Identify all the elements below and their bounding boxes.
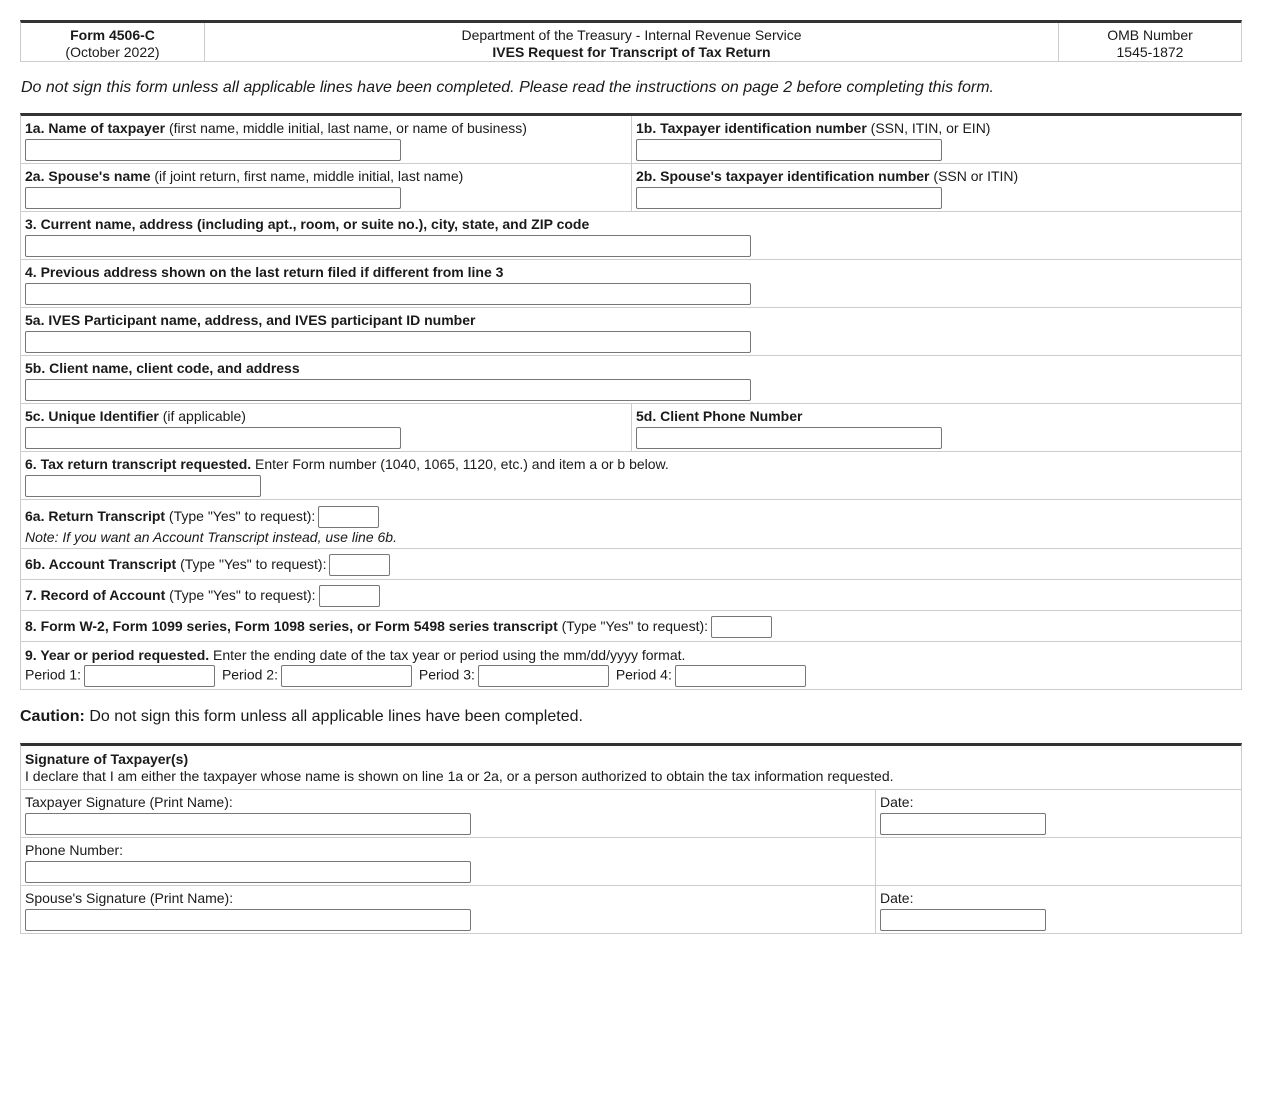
request-form <box>20 113 1242 690</box>
info-returns-transcript-input[interactable] <box>711 616 772 638</box>
spouse-signature-input[interactable] <box>25 909 471 931</box>
line-7-label-rest: (Type "Yes" to request): <box>165 587 316 603</box>
form-title-cell <box>205 23 1059 61</box>
line-6b <box>21 549 1241 579</box>
line-8-label <box>25 614 1237 638</box>
line-3 <box>21 212 1241 259</box>
period-3-input[interactable] <box>478 665 609 687</box>
row-5b <box>21 356 1241 404</box>
form-id-cell <box>21 23 205 61</box>
phone-label: Phone Number: <box>25 842 124 858</box>
spouse-name-input[interactable] <box>25 187 401 209</box>
line-8-label-rest: (Type "Yes" to request): <box>557 618 709 634</box>
line-1a-label-bold: 1a. Name of taxpayer <box>25 120 166 136</box>
line-6a-label <box>25 504 1237 528</box>
signature-header-row <box>21 746 1241 790</box>
signature-declaration: I declare that I am either the taxpayer whose name is shown on line 1a or 2a, or a person authorized to obtain the tax information requested. <box>25 768 894 784</box>
row-2 <box>21 164 1241 212</box>
line-5a <box>21 308 1241 355</box>
return-transcript-input[interactable] <box>318 506 379 528</box>
spouse-signature-cell <box>21 886 876 933</box>
line-1a-label-rest: (first name, middle initial, last name, or name of business) <box>165 120 527 136</box>
periods-row <box>25 665 1237 687</box>
spouse-date-input[interactable] <box>880 909 1046 931</box>
phone-empty-cell <box>876 838 1241 885</box>
line-8-label-bold: 8. Form W-2, Form 1099 series, Form 1098 series, or Form 5498 series transcript <box>25 618 558 634</box>
line-3-label: 3. Current name, address (including apt., room, or suite no.), city, state, and ZIP code <box>25 216 590 232</box>
caution-message: Do not sign this form unless all applicable lines have been completed. <box>84 708 583 725</box>
line-4-label: 4. Previous address shown on the last return filed if different from line 3 <box>25 264 504 280</box>
row-6 <box>21 452 1241 500</box>
line-7 <box>21 580 1241 610</box>
caution-text <box>20 707 1242 727</box>
line-6-label-rest: Enter Form number (1040, 1065, 1120, etc.) and item a or b below. <box>251 456 669 472</box>
line-9 <box>21 642 1241 689</box>
line-1a-label <box>25 120 627 137</box>
line-2b-label-bold: 2b. Spouse's taxpayer identification number <box>636 168 930 184</box>
line-9-label-rest: Enter the ending date of the tax year or period using the mm/dd/yyyy format. <box>209 647 686 663</box>
line-5d-label: 5d. Client Phone Number <box>636 408 803 424</box>
instructions-text: Do not sign this form unless all applicable lines have been completed. Please read the instructions on page 2 before completing this form. <box>21 79 994 96</box>
taxpayer-signature-input[interactable] <box>25 813 471 835</box>
line-5c <box>21 404 632 451</box>
transcript-form-number-input[interactable] <box>25 475 261 497</box>
spouse-signature-label: Spouse's Signature (Print Name): <box>25 890 234 906</box>
spouse-date-label: Date: <box>880 890 914 906</box>
line-6b-label <box>25 552 1237 576</box>
account-transcript-input[interactable] <box>329 554 390 576</box>
line-2a-label <box>25 168 627 185</box>
taxpayer-name-input[interactable] <box>25 139 401 161</box>
taxpayer-signature-label: Taxpayer Signature (Print Name): <box>25 794 233 810</box>
line-5a-label: 5a. IVES Participant name, address, and IVES participant ID number <box>25 312 476 328</box>
row-7 <box>21 580 1241 611</box>
spouse-signature-row <box>21 886 1241 934</box>
line-6b-label-bold: 6b. Account Transcript <box>25 556 177 572</box>
signature-title: Signature of Taxpayer(s) <box>25 751 189 767</box>
line-2a-label-rest: (if joint return, first name, middle initial, last name) <box>150 168 464 184</box>
line-6a-label-bold: 6a. Return Transcript <box>25 508 166 524</box>
period-4-label: Period 4: <box>615 666 672 683</box>
phone-cell <box>21 838 876 885</box>
line-7-label <box>25 583 1237 607</box>
line-6 <box>21 452 1241 499</box>
line-6a-label-rest: (Type "Yes" to request): <box>165 508 316 524</box>
line-5b <box>21 356 1241 403</box>
form-date: (October 2022) <box>65 44 160 60</box>
client-name-input[interactable] <box>25 379 751 401</box>
row-3 <box>21 212 1241 260</box>
taxpayer-tin-input[interactable] <box>636 139 942 161</box>
taxpayer-signature-cell <box>21 790 876 837</box>
period-2-input[interactable] <box>281 665 412 687</box>
line-2a <box>21 164 632 211</box>
line-4 <box>21 260 1241 307</box>
line-7-label-bold: 7. Record of Account <box>25 587 166 603</box>
spouse-date-cell <box>876 886 1241 933</box>
row-4 <box>21 260 1241 308</box>
previous-address-input[interactable] <box>25 283 751 305</box>
signature-section <box>20 743 1242 934</box>
line-2b <box>632 164 1241 211</box>
form-header <box>20 20 1242 62</box>
caution-label: Caution: <box>20 708 85 725</box>
row-6b <box>21 549 1241 580</box>
line-1b-label-bold: 1b. Taxpayer identification number <box>636 120 867 136</box>
phone-row <box>21 838 1241 886</box>
taxpayer-date-label: Date: <box>880 794 914 810</box>
line-6a <box>21 500 1241 548</box>
row-1 <box>21 116 1241 164</box>
taxpayer-signature-row <box>21 790 1241 838</box>
line-9-label <box>25 647 1237 664</box>
current-address-input[interactable] <box>25 235 751 257</box>
row-9 <box>21 642 1241 690</box>
line-2b-label-rest: (SSN or ITIN) <box>929 168 1019 184</box>
form-title: IVES Request for Transcript of Tax Return <box>492 44 771 60</box>
line-6-label <box>25 456 1237 473</box>
signature-header <box>21 746 1241 789</box>
period-1-label: Period 1: <box>25 666 82 683</box>
omb-cell <box>1059 23 1241 61</box>
line-6b-label-rest: (Type "Yes" to request): <box>176 556 327 572</box>
form-page <box>20 20 1242 934</box>
taxpayer-date-input[interactable] <box>880 813 1046 835</box>
row-5c <box>21 404 1241 452</box>
row-8 <box>21 611 1241 642</box>
line-5c-label-rest: (if applicable) <box>158 408 246 424</box>
row-6a <box>21 500 1241 549</box>
client-phone-input[interactable] <box>636 427 942 449</box>
omb-label: OMB Number <box>1107 27 1193 43</box>
record-of-account-input[interactable] <box>319 585 380 607</box>
form-number: Form 4506-C <box>70 27 155 43</box>
phone-number-input[interactable] <box>25 861 471 883</box>
line-1a <box>21 116 632 163</box>
period-1-input[interactable] <box>84 665 215 687</box>
line-2a-label-bold: 2a. Spouse's name <box>25 168 151 184</box>
line-6-label-bold: 6. Tax return transcript requested. <box>25 456 252 472</box>
period-2-label: Period 2: <box>221 666 278 683</box>
period-4-input[interactable] <box>675 665 806 687</box>
spouse-tin-input[interactable] <box>636 187 942 209</box>
line-5b-label: 5b. Client name, client code, and address <box>25 360 300 376</box>
line-6a-note: Note: If you want an Account Transcript instead, use line 6b. <box>25 529 397 545</box>
line-1b-label-rest: (SSN, ITIN, or EIN) <box>866 120 991 136</box>
row-5a <box>21 308 1241 356</box>
line-8 <box>21 611 1241 641</box>
ives-participant-input[interactable] <box>25 331 751 353</box>
taxpayer-date-cell <box>876 790 1241 837</box>
line-1b <box>632 116 1241 163</box>
omb-number: 1545-1872 <box>1116 44 1184 60</box>
line-9-label-bold: 9. Year or period requested. <box>25 647 210 663</box>
agency-name: Department of the Treasury - Internal Revenue Service <box>461 27 802 43</box>
line-5c-label-bold: 5c. Unique Identifier <box>25 408 159 424</box>
line-5c-label <box>25 408 627 425</box>
line-5d <box>632 404 1241 451</box>
period-3-label: Period 3: <box>418 666 475 683</box>
line-2b-label <box>636 168 1237 185</box>
unique-identifier-input[interactable] <box>25 427 401 449</box>
line-1b-label <box>636 120 1237 137</box>
